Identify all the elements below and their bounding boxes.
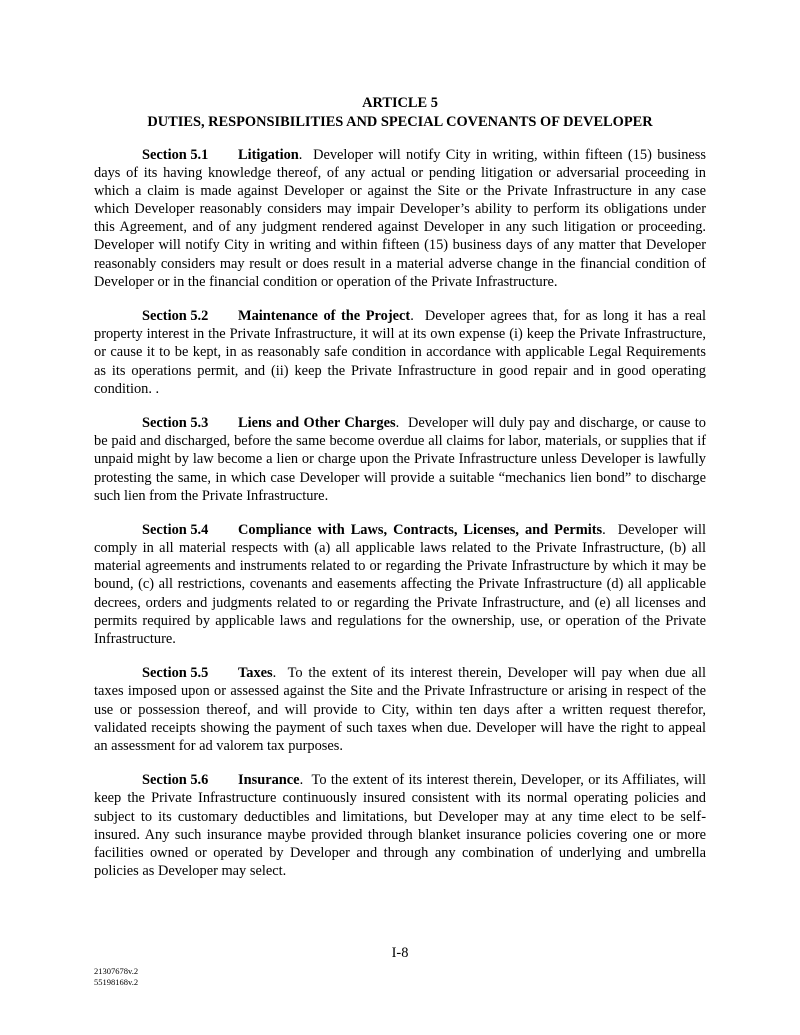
section-5-4: Section 5.4 Compliance with Laws, Contracts, Licenses, and Permits. Developer will comply in all material respects with (a) all applicable laws related to the Private Infrastructure, (b) all material agreements and instruments related to or regarding the Private Infrastructure by which it may be bound, (c) all restrictions, covenants and easements affecting the Private Infrastructure (d) all applicable decrees, orders and judgments related to or regarding the Private Infrastructure, and (e) all licenses and permits required by applicable laws and regulations for the ownership, use, or operation of the Private Infrastructure. (94, 522, 706, 647)
section-body: Developer will notify City in writing, within fifteen (15) business days of its having knowledge thereof, of any actual or pending litigation or adversarial proceeding in which a claim is made against Developer or against the Site or the Private Infrastructure in any case which Developer reasonably considers may impair Developer’s ability to perform its obligations under this Agreement, and of any judgment rendered against Developer in any such litigation or proceeding. Developer will notify City in writing and within fifteen (15) business days of any matter that Developer reasonably considers may result or does result in a material adverse change in the financial condition of Developer or in the financial condition or operation of the Private Infrastructure. (94, 147, 706, 290)
section-body: To the extent of its interest therein, Developer will pay when due all taxes imposed upon or assessed against the Site and the Private Infrastructure or arising in respect of the use or possession thereof, and will provide to City, within ten days after a written request therefor, validated receipts showing the payment of such taxes when due. Developer will have the right to appeal an assessment for ad valorem tax purposes. (94, 665, 706, 754)
section-number: Section 5.5 (142, 665, 209, 682)
section-5-6: Section 5.6 Insurance. To the extent of its interest therein, Developer, or its Affiliates, will keep the Private Infrastructure continuously insured consistent with its normal operating policies and subject to its customary deductibles and limitations, but Developer may at any time elect to be self-insured. Any such insurance maybe provided through blanket insurance policies covering one or more facilities owned or operated by Developer and through any combination of underlying and umbrella policies as Developer may select. (94, 772, 706, 879)
section-title: Litigation (238, 147, 299, 163)
section-number: Section 5.1 (142, 147, 209, 163)
section-body: To the extent of its interest therein, Developer, or its Affiliates, will keep the Private Infrastructure continuously insured consistent with its normal operating policies and subject to its customary deductibles and limitations, but Developer may at any time elect to be self-insured. Any such insurance maybe provided through blanket insurance policies covering one or more facilities owned or operated by Developer and through any combination of underlying and umbrella policies as Developer may select. (94, 772, 706, 879)
section-title: Liens and Other Charges (238, 415, 396, 432)
article-number: ARTICLE 5 (362, 95, 438, 111)
article-heading (94, 94, 706, 132)
doc-id-2: 55198168v.2 (94, 976, 139, 987)
article-title: DUTIES, RESPONSIBILITIES AND SPECIAL COVENANTS OF DEVELOPER (147, 114, 653, 130)
document-ids (94, 966, 138, 987)
section-number: Section 5.3 (142, 415, 209, 432)
section-body: Developer will duly pay and discharge, or cause to be paid and discharged, before the same become overdue all claims for labor, materials, or supplies that if unpaid might by law become a lien or charge upon the Private Infrastructure unless Developer is lawfully protesting the same, in which case Developer will provide a suitable “mechanics lien bond” to discharge such lien from the Private Infrastructure. (94, 415, 707, 504)
section-body: Developer agrees that, for as long it has a real property interest in the Private Infrastructure, it will at its own expense (i) keep the Private Infrastructure, or cause it to be kept, in as reasonably safe condition in accordance with applicable Legal Requirements as its operations permit, and (ii) keep the Private Infrastructure in good repair and in good operating condition. . (94, 308, 707, 397)
doc-id-1: 21307678v.2 (94, 966, 139, 976)
section-5-2: Section 5.2 Maintenance of the Project. Developer agrees that, for as long it has a real property interest in the Private Infrastructure, it will at its own expense (i) keep the Private Infrastructure, or cause it to be kept, in as reasonably safe condition in accordance with applicable Legal Requirements as its operations permit, and (ii) keep the Private Infrastructure in good repair and in good operating condition. . (94, 308, 707, 397)
section-title: Maintenance of the Project (238, 308, 411, 325)
section-title: Insurance (238, 772, 300, 789)
section-number: Section 5.2 (142, 308, 209, 325)
section-5-1: Section 5.1 Litigation. Developer will notify City in writing, within fifteen (15) business days of its having knowledge thereof, of any actual or pending litigation or adversarial proceeding in which a claim is made against Developer or against the Site or the Private Infrastructure in any case which Developer reasonably considers may impair Developer’s ability to perform its obligations under this Agreement, and of any judgment rendered against Developer in any such litigation or proceeding. Developer will notify City in writing and within fifteen (15) business days of any matter that Developer reasonably considers may result or does result in a material adverse change in the financial condition of Developer or in the financial condition or operation of the Private Infrastructure. (94, 147, 706, 290)
section-title: Taxes (238, 665, 273, 682)
section-5-5: Section 5.5 Taxes. To the extent of its interest therein, Developer will pay when due all taxes imposed upon or assessed against the Site and the Private Infrastructure or arising in respect of the use or possession thereof, and will provide to City, within ten days after a written request therefor, validated receipts showing the payment of such taxes when due. Developer will have the right to appeal an assessment for ad valorem tax purposes. (94, 665, 706, 754)
section-number: Section 5.6 (142, 772, 209, 789)
page-number: I-8 (391, 945, 409, 961)
section-title: Compliance with Laws, Contracts, Licenses, and Permits (238, 522, 603, 539)
section-5-3: Section 5.3 Liens and Other Charges. Developer will duly pay and discharge, or cause to be paid and discharged, before the same become overdue all claims for labor, materials, or supplies that if unpaid might by law become a lien or charge upon the Private Infrastructure unless Developer is lawfully protesting the same, in which case Developer will provide a suitable “mechanics lien bond” to discharge such lien from the Private Infrastructure. (94, 415, 707, 504)
section-number: Section 5.4 (142, 522, 209, 539)
sections-container (94, 146, 706, 896)
section-body: Developer will comply in all material respects with (a) all applicable laws related to the Private Infrastructure, (b) all material agreements and instruments related to or regarding the Private Infrastructure by which it may be bound, (c) all restrictions, covenants and easements affecting the Private Infrastructure (d) all applicable decrees, orders and judgments related to or regarding the Private Infrastructure, and (e) all licenses and permits required by applicable laws and regulations for the ownership, use, or operation of the Private Infrastructure. (94, 522, 706, 647)
